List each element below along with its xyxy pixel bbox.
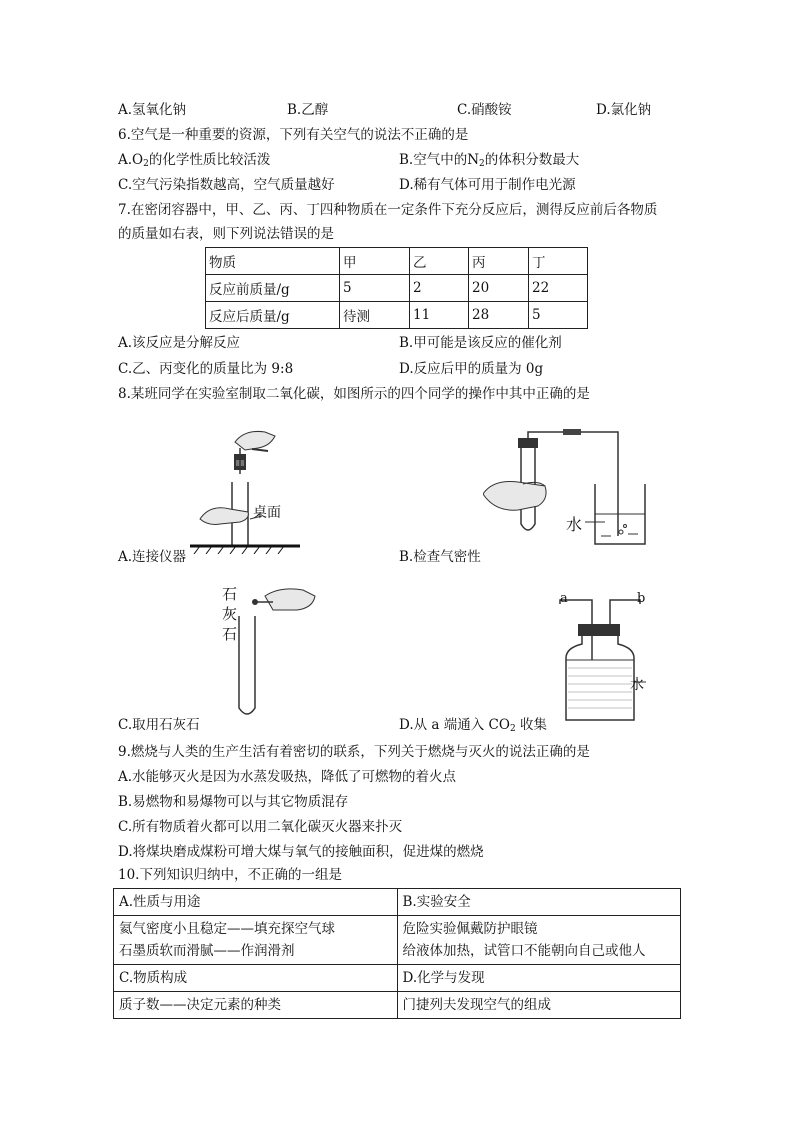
q5-option-c: C.硝酸铵: [457, 102, 512, 118]
q9-option-d: D.将煤块磨成煤粉可增大煤与氧气的接触面积，促进煤的燃烧: [118, 844, 484, 860]
q6-option-a: $A.O_2$的化学性质比较活泼: [118, 152, 271, 169]
table-row: [206, 275, 588, 302]
q8-option-b: B.检查气密性: [399, 549, 481, 565]
q8-option-c: C.取用石灰石: [118, 717, 200, 733]
figure-d-label-b: b: [637, 591, 646, 606]
table-row: [114, 889, 681, 916]
table-cell: 反应前质量/g: [206, 275, 340, 302]
q8-stem: 8.某班同学在实验室制取二氧化碳，如图所示的四个同学的操作中其中正确的是: [118, 386, 590, 402]
q6-option-c: C.空气污染指数越高，空气质量越好: [118, 177, 335, 193]
table-cell: 门捷列夫发现空气的组成: [397, 992, 681, 1019]
figure-a-label-desk: 桌面: [253, 505, 281, 521]
q7-stem-line2: 的质量如右表，则下列说法错误的是: [118, 226, 334, 242]
q5-option-d: D.氯化钠: [596, 102, 652, 118]
table-cell: 氦气密度小且稳定——填充探空气球 石墨质软而滑腻——作润滑剂: [114, 916, 398, 965]
table-row: [114, 992, 681, 1019]
table-cell: 2: [410, 275, 469, 302]
table-cell: A.性质与用途: [114, 889, 398, 916]
table-row: [206, 302, 588, 329]
table-cell: 乙: [410, 248, 469, 275]
q5-option-b: B.乙醇: [287, 102, 329, 118]
table-cell: 11: [410, 302, 469, 329]
q9-option-b: B.易燃物和易爆物可以与其它物质混存: [118, 794, 349, 810]
table-row: [206, 248, 588, 275]
figure-d-label-a: a: [560, 591, 568, 606]
table-cell: 物质: [206, 248, 340, 275]
table-cell: 5: [340, 275, 410, 302]
q7-option-d: D.反应后甲的质量为 0g: [399, 361, 544, 377]
q8-option-a: A.连接仪器: [118, 549, 187, 565]
table-cell: B.实验安全: [397, 889, 681, 916]
table-cell: 危险实验佩戴防护眼镜 给液体加热，试管口不能朝向自己或他人: [397, 916, 681, 965]
table-row: [114, 916, 681, 965]
q10-stem: 10.下列知识归纳中，不正确的一组是: [118, 867, 342, 883]
q7-option-b: B.甲可能是该反应的催化剂: [399, 335, 562, 351]
q9-option-c: C.所有物质着火都可以用二氧化碳灭火器来扑灭: [118, 819, 403, 835]
q9-stem: 9.燃烧与人类的生产生活有着密切的联系，下列关于燃烧与灭火的说法正确的是: [118, 744, 590, 760]
table-cell: C.物质构成: [114, 965, 398, 992]
table-cell: 待测: [340, 302, 410, 329]
table-cell: 20: [469, 275, 529, 302]
figure-c-label-limestone: 石 灰 石: [222, 585, 238, 643]
table-cell: 丙: [469, 248, 529, 275]
table-row: [114, 965, 681, 992]
q7-stem-line1: 7.在密闭容器中，甲、乙、丙、丁四种物质在一定条件下充分反应后，测得反应前后各物质: [118, 202, 658, 218]
table-cell: 反应后质量/g: [206, 302, 340, 329]
table-cell: 5: [529, 302, 588, 329]
table-cell: 甲: [340, 248, 410, 275]
q7-option-a: A.该反应是分解反应: [118, 335, 241, 351]
q6-option-d: D.稀有气体可用于制作电光源: [399, 177, 576, 193]
q7-option-c: C.乙、丙变化的质量比为 9:8: [118, 361, 294, 377]
table-cell: D.化学与发现: [397, 965, 681, 992]
q9-option-a: A.水能够灭火是因为水蒸发吸热，降低了可燃物的着火点: [118, 769, 457, 785]
q5-option-a: A.氢氧化钠: [118, 102, 187, 118]
figure-d-label-water: 水: [630, 677, 644, 693]
q10-knowledge-table: [113, 888, 681, 1019]
q6-option-b: B.空气中的$N_2$的体积分数最大: [399, 152, 580, 169]
figure-take-limestone: [225, 580, 325, 720]
q6-stem: 6.空气是一种重要的资源，下列有关空气的说法不正确的是: [118, 127, 469, 143]
table-cell: 丁: [529, 248, 588, 275]
table-cell: 28: [469, 302, 529, 329]
q8-option-d: D.从 a 端通入 $CO_2$ 收集: [399, 717, 547, 734]
table-cell: 质子数——决定元素的种类: [114, 992, 398, 1019]
table-cell: 22: [529, 275, 588, 302]
q7-mass-table: [205, 247, 588, 329]
figure-b-label-water: 水: [566, 515, 583, 534]
figure-gas-collection-bottle: [548, 590, 658, 725]
figure-connect-apparatus: [190, 424, 300, 554]
